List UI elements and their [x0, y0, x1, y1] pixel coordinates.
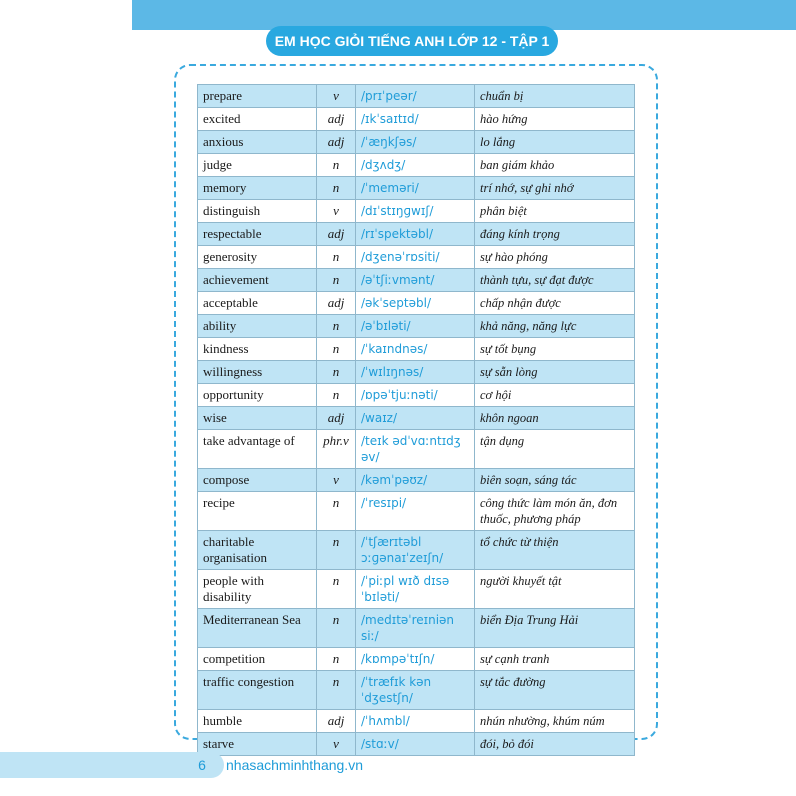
table-row [198, 469, 635, 492]
vietnamese-meaning: tận dụng [475, 430, 635, 469]
pronunciation: /ˈpiːpl wɪð dɪsəˈbɪləti/ [356, 570, 475, 609]
vocab-word: take advantage of [198, 430, 317, 469]
vietnamese-meaning: đói, bỏ đói [475, 733, 635, 756]
part-of-speech: n [317, 315, 356, 338]
table-row [198, 269, 635, 292]
page-number: 6 [198, 757, 206, 773]
vocab-word: starve [198, 733, 317, 756]
part-of-speech: n [317, 609, 356, 648]
part-of-speech: n [317, 492, 356, 531]
table-row [198, 671, 635, 710]
pronunciation: /ˈmeməri/ [356, 177, 475, 200]
pronunciation: /ˈæŋkʃəs/ [356, 131, 475, 154]
pronunciation: /dʒʌdʒ/ [356, 154, 475, 177]
part-of-speech: adj [317, 407, 356, 430]
table-row [198, 531, 635, 570]
pronunciation: /kɒmpəˈtɪʃn/ [356, 648, 475, 671]
part-of-speech: n [317, 177, 356, 200]
vietnamese-meaning: người khuyết tật [475, 570, 635, 609]
pronunciation: /ˈtʃærɪtəbl ɔːɡənaɪˈzeɪʃn/ [356, 531, 475, 570]
vocab-word: acceptable [198, 292, 317, 315]
part-of-speech: v [317, 469, 356, 492]
part-of-speech: v [317, 200, 356, 223]
part-of-speech: n [317, 648, 356, 671]
vietnamese-meaning: thành tựu, sự đạt được [475, 269, 635, 292]
vietnamese-meaning: ban giám khảo [475, 154, 635, 177]
pronunciation: /ˈwɪlɪŋnəs/ [356, 361, 475, 384]
vocab-word: willingness [198, 361, 317, 384]
part-of-speech: adj [317, 710, 356, 733]
vocab-word: traffic congestion [198, 671, 317, 710]
table-row [198, 154, 635, 177]
part-of-speech: n [317, 361, 356, 384]
pronunciation: /rɪˈspektəbl/ [356, 223, 475, 246]
table-row [198, 223, 635, 246]
part-of-speech: n [317, 671, 356, 710]
part-of-speech: phr.v [317, 430, 356, 469]
vocab-word: kindness [198, 338, 317, 361]
footer-bar [0, 752, 224, 778]
vietnamese-meaning: chuẩn bị [475, 85, 635, 108]
vocab-word: generosity [198, 246, 317, 269]
table-row [198, 177, 635, 200]
pronunciation: /medɪtəˈreɪniən siː/ [356, 609, 475, 648]
vocab-word: prepare [198, 85, 317, 108]
pronunciation: /əkˈseptəbl/ [356, 292, 475, 315]
pronunciation: /ˈkaɪndnəs/ [356, 338, 475, 361]
pronunciation: /waɪz/ [356, 407, 475, 430]
vocabulary-table-body [198, 85, 635, 756]
vocab-word: ability [198, 315, 317, 338]
website-link[interactable]: nhasachminhthang.vn [226, 757, 363, 773]
part-of-speech: v [317, 85, 356, 108]
vocab-word: wise [198, 407, 317, 430]
pronunciation: /kəmˈpəʊz/ [356, 469, 475, 492]
table-row [198, 246, 635, 269]
vietnamese-meaning: sự hào phóng [475, 246, 635, 269]
part-of-speech: adj [317, 108, 356, 131]
vocab-word: anxious [198, 131, 317, 154]
pronunciation: /teɪk ədˈvɑːntɪdʒ əv/ [356, 430, 475, 469]
vietnamese-meaning: khôn ngoan [475, 407, 635, 430]
vietnamese-meaning: sự sẵn lòng [475, 361, 635, 384]
vietnamese-meaning: tổ chức từ thiện [475, 531, 635, 570]
vietnamese-meaning: nhún nhường, khúm núm [475, 710, 635, 733]
table-row [198, 384, 635, 407]
vietnamese-meaning: sự tốt bụng [475, 338, 635, 361]
vocab-word: charitable organisation [198, 531, 317, 570]
vocab-word: opportunity [198, 384, 317, 407]
vietnamese-meaning: sự cạnh tranh [475, 648, 635, 671]
vocab-word: memory [198, 177, 317, 200]
vocab-word: judge [198, 154, 317, 177]
vocab-word: competition [198, 648, 317, 671]
page-title: EM HỌC GIỎI TIẾNG ANH LỚP 12 - TẬP 1 [266, 26, 558, 56]
table-row [198, 710, 635, 733]
pronunciation: /əˈbɪləti/ [356, 315, 475, 338]
part-of-speech: adj [317, 131, 356, 154]
table-row [198, 85, 635, 108]
part-of-speech: v [317, 733, 356, 756]
vocab-word: people with disability [198, 570, 317, 609]
pronunciation: /ˈhʌmbl/ [356, 710, 475, 733]
vocab-word: distinguish [198, 200, 317, 223]
vocab-word: humble [198, 710, 317, 733]
table-row [198, 430, 635, 469]
table-row [198, 492, 635, 531]
vietnamese-meaning: đáng kính trọng [475, 223, 635, 246]
pronunciation: /ˈresɪpi/ [356, 492, 475, 531]
vietnamese-meaning: phân biệt [475, 200, 635, 223]
pronunciation: /dʒenəˈrɒsiti/ [356, 246, 475, 269]
part-of-speech: n [317, 338, 356, 361]
pronunciation: /stɑːv/ [356, 733, 475, 756]
vietnamese-meaning: cơ hội [475, 384, 635, 407]
vocab-word: compose [198, 469, 317, 492]
vocab-word: Mediterranean Sea [198, 609, 317, 648]
pronunciation: /ɪkˈsaɪtɪd/ [356, 108, 475, 131]
vietnamese-meaning: lo lắng [475, 131, 635, 154]
pronunciation: /ˈtræfɪk kənˈdʒestʃn/ [356, 671, 475, 710]
pronunciation: /dɪˈstɪŋɡwɪʃ/ [356, 200, 475, 223]
vocab-word: achievement [198, 269, 317, 292]
part-of-speech: n [317, 246, 356, 269]
table-row [198, 292, 635, 315]
vietnamese-meaning: hào hứng [475, 108, 635, 131]
vocab-word: respectable [198, 223, 317, 246]
table-row [198, 131, 635, 154]
table-row [198, 315, 635, 338]
table-row [198, 733, 635, 756]
vocab-word: excited [198, 108, 317, 131]
table-row [198, 407, 635, 430]
pronunciation: /ɒpəˈtjuːnəti/ [356, 384, 475, 407]
part-of-speech: adj [317, 292, 356, 315]
pronunciation: /prɪˈpeər/ [356, 85, 475, 108]
vietnamese-meaning: sự tắc đường [475, 671, 635, 710]
vietnamese-meaning: công thức làm món ăn, đơn thuốc, phương pháp [475, 492, 635, 531]
part-of-speech: n [317, 154, 356, 177]
vietnamese-meaning: biển Địa Trung Hải [475, 609, 635, 648]
vietnamese-meaning: trí nhớ, sự ghi nhớ [475, 177, 635, 200]
part-of-speech: adj [317, 223, 356, 246]
vietnamese-meaning: biên soạn, sáng tác [475, 469, 635, 492]
table-row [198, 338, 635, 361]
part-of-speech: n [317, 384, 356, 407]
pronunciation: /əˈtʃiːvmənt/ [356, 269, 475, 292]
part-of-speech: n [317, 531, 356, 570]
vietnamese-meaning: khả năng, năng lực [475, 315, 635, 338]
table-row [198, 570, 635, 609]
part-of-speech: n [317, 570, 356, 609]
vocabulary-table [197, 84, 635, 756]
table-row [198, 648, 635, 671]
table-row [198, 200, 635, 223]
vocab-word: recipe [198, 492, 317, 531]
table-row [198, 361, 635, 384]
table-row [198, 609, 635, 648]
vietnamese-meaning: chấp nhận được [475, 292, 635, 315]
part-of-speech: n [317, 269, 356, 292]
table-row [198, 108, 635, 131]
